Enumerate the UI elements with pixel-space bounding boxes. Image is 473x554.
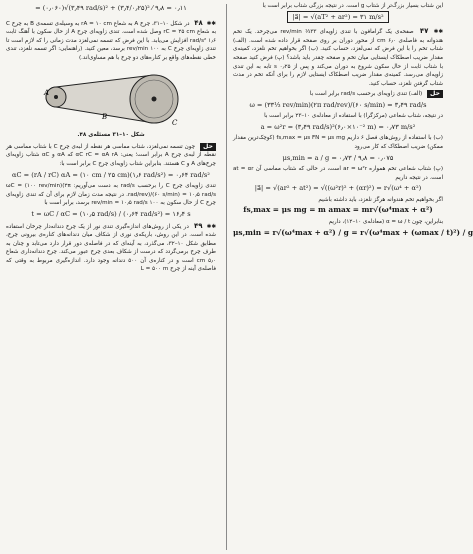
difficulty-stars-icon: ✱✱ <box>206 20 216 27</box>
problem-47 <box>233 27 443 88</box>
solution-47-text-5: اگر بخواهیم تخم هندوانه هرگز نلغزد، باید داشته باشیم <box>318 196 443 203</box>
intro-text: این شتاب بسیار بزرگ‌تر از شتاب g است. در نتیجه بزرگی شتاب برابر است با <box>262 3 443 9</box>
equation-mu-min-final: μs,min = r√(ω⁴max + α²) / g = r√(ω⁴max + (ωmax / t)²) / g <box>233 227 473 237</box>
problem-49-number: ۴۹ <box>193 221 203 230</box>
difficulty-stars-icon: ✱✱ <box>433 29 444 36</box>
label-a: A <box>44 88 50 97</box>
solution-label: حل <box>200 143 216 151</box>
wheel-c-axle <box>152 96 157 101</box>
belt-pulley-diagram <box>36 65 186 127</box>
equation-mu-min: μs,min = a / g = ۰٫۷۳ / ۹٫۸ = ۰٫۰۷۵ <box>282 153 394 162</box>
difficulty-stars-icon: ✱✱ <box>206 223 217 230</box>
solution-48-text-1: چون تسمه نمی‌لغزد، شتاب مماسی هر نقطه از لبه‌ی چرخ C با شتاب مماسی هر نقطه از لبه‌ی چرخ A برابر است؛ یعنی: αC rC = αA rA که αA و αC شتاب زاویه‌ای چرخ‌های A و C هستند. بنابراین شتاب زاویه‌ای چرخ C برابر است با: <box>6 143 216 167</box>
solution-label: حل <box>427 90 443 98</box>
problem-48-number: ۴۸ <box>194 18 203 27</box>
solution-47-text-6: بنابراین، چون α = ω / t (معادله‌ی ۱۰–۱۲)، داریم <box>328 219 443 226</box>
label-c: C <box>172 118 178 127</box>
equation-total-acceleration: |a⃗| = √(ar² + at²) = √((ω²r)² + (αr)²) = r√(ω⁴ + α²) <box>254 184 422 193</box>
solution-47-text-3: (ب) با استفاده از روش‌های فصل ۶ داریم fs,max = μs FN = μs mg (کوچک‌ترین مقدار ممکن) ضریب اصطکاک که کار می‌رود <box>233 135 443 150</box>
problem-49-text: در یکی از روش‌های اندازه‌گیری تندی نور از یک چرخ دندانه‌دار چرخان استفاده شده است. در این روش، باریکه‌ی نوری از شکاف میان دندانه‌های کناره‌ی بیرونی چرخ، مطابق شکل ۱۰–۳۲، می‌گذرد، به آینه‌ای که در فاصله‌ی دور قرار دارد می‌تابد و چنان به طرف چرخ برمی‌گردد که درست از شکاف بعدی چرخ عبور می‌کند. چرخ دندانه‌داری شعاع ۵٫۰ cm است و در کناره‌ی آن ۵۰۰ دندانه وجود دارد. اندازه‌گیری مربوط به وقتی که فاصله‌ی آینه از چرخ L = ۵۰۰ m <box>6 223 216 273</box>
pulley-figure <box>6 65 216 131</box>
wheel-a-axle <box>54 95 58 99</box>
equation-alpha-c: αC = (rA / rC) αA = (۱۰ cm / ۲۵ cm)(۱٫۶ rad/s²) = ۰٫۶۴ rad/s² <box>12 170 210 179</box>
right-column <box>233 2 473 240</box>
solution-47-text-1: (الف) تندی زاویه‌ای برحسب rad/s برابر است با <box>309 90 423 97</box>
solution-48 <box>6 143 216 169</box>
left-column <box>6 2 216 276</box>
equation-radial-acceleration: a = ω²r = (۳٫۴۹ rad/s)²(۶٫۰×۱۰⁻² m) = ۰٫۷۳ m/s² <box>260 122 416 131</box>
solution-47 <box>233 90 443 99</box>
column-divider <box>226 4 227 550</box>
solution-48-text-2: تندی زاویه‌ای چرخ C را برحسب rad/s به دست می‌آوریم: ωC = (۱۰۰ rev/min)(۲π rad/rev)/(۶۰ s/min) = ۱۰٫۵ rad/s. در نتیجه مدت زمان لازم برای آن که تندی زاویه‌ای چرخ C از حال سکون به ۱۰۰ rev/min = ۱۰٫۵ rad/s برسد، برابر است با <box>6 183 216 207</box>
problem-47-number: ۴۷ <box>419 27 429 36</box>
problem-47-text: صفحه‌ی یک گرامافون با تندی زاویه‌ای ۳۳⅓ rev/min می‌چرخد. یک تخم هندوانه به فاصله‌ی ۶٫۰ cm از محور دوران بر روی صفحه قرار داده شده است. (الف) شتاب تخم را با این فرض که نمی‌لغزد، حساب کنید. (ب) اگر بخواهیم تخم نلغزد، کمینه‌ی مقدار ضریب اصطکاک ایستایی میان تخم و صفحه چقدر باید باشد؟ (پ) فرض کنید صفحه با شتاب ثابت از حال سکون شروع به دوران می‌کند و پس از ۰٫۲۵ s تابه به این تندی زاویه‌ای می‌رسد. کمینه‌ی مقدار ضریب اصطکاک ایستایی لازم را برای آنکه تخم در مدت شتاب گرفتن نلغزد، حساب کنید. <box>233 29 444 87</box>
equation-time: t = ωC / αC = (۱۰٫۵ rad/s) / (۰٫۶۴ rad/s²) = ۱۶٫۴ s <box>31 209 191 218</box>
equation-friction-max: fs,max = μs mg = m amax = mr√(ω⁴max + α²) <box>243 205 433 215</box>
problem-48-text: در شکل ۱۰–۳۱، چرخ A به شعاع rA = ۱۰ cm به وسیله‌ی تسمه‌ی B به چرخ C به شعاع rC = ۲۵ cm وصل شده است. تندی زاویه‌ای چرخ A از حال سکون با آهنگ ثابت ۱٫۶ rad/s² افزایش می‌یابد. با این فرض که تسمه نمی‌لغزد مدت زمانی را که لازم است تا تندی زاویه‌ای چرخ C به ۱۰۰ rev/min برسد، معین کنید. (راهنمایی: اگر تسمه نلغزد، تندی خطی نقطه‌های واقع بر کناره‌های دو چرخ با هم مساوی‌اند.) <box>6 20 216 61</box>
continued-equation: = (۰٫۰۶۰)√(۳٫۴۹ rad/s)² + (۳٫۴/۰٫۲۵)² ⁄ ۹٫۸ = ۰٫۱۱ <box>35 4 187 12</box>
equation-omega: ω = (۳۳⅓ rev/min)(۲π rad/rev)/(۶۰ s/min) = ۳٫۴۹ rad/s <box>249 100 427 109</box>
problem-49 <box>6 222 216 275</box>
label-b: B <box>102 112 108 121</box>
problem-48 <box>6 19 216 63</box>
solution-47-text-4: (پ) شتاب شعاعی تخم همواره ar = ω²r است، در حالی که شتاب مماسی آن at = αr است. در نتیجه داریم <box>233 166 443 181</box>
solution-47-text-2: در نتیجه، شتاب شعاعی (مرکزگرا) با استفاده از معادله‌ی ۱۰–۲۳ برابر است با <box>264 113 443 120</box>
acceleration-magnitude-equation: |a⃗| = √(aT² + ar²) = ۳۱ m/s² <box>233 13 443 22</box>
figure-caption: شکل ۱۰–۳۱ مسئله‌ی ۴۸. <box>77 132 145 139</box>
